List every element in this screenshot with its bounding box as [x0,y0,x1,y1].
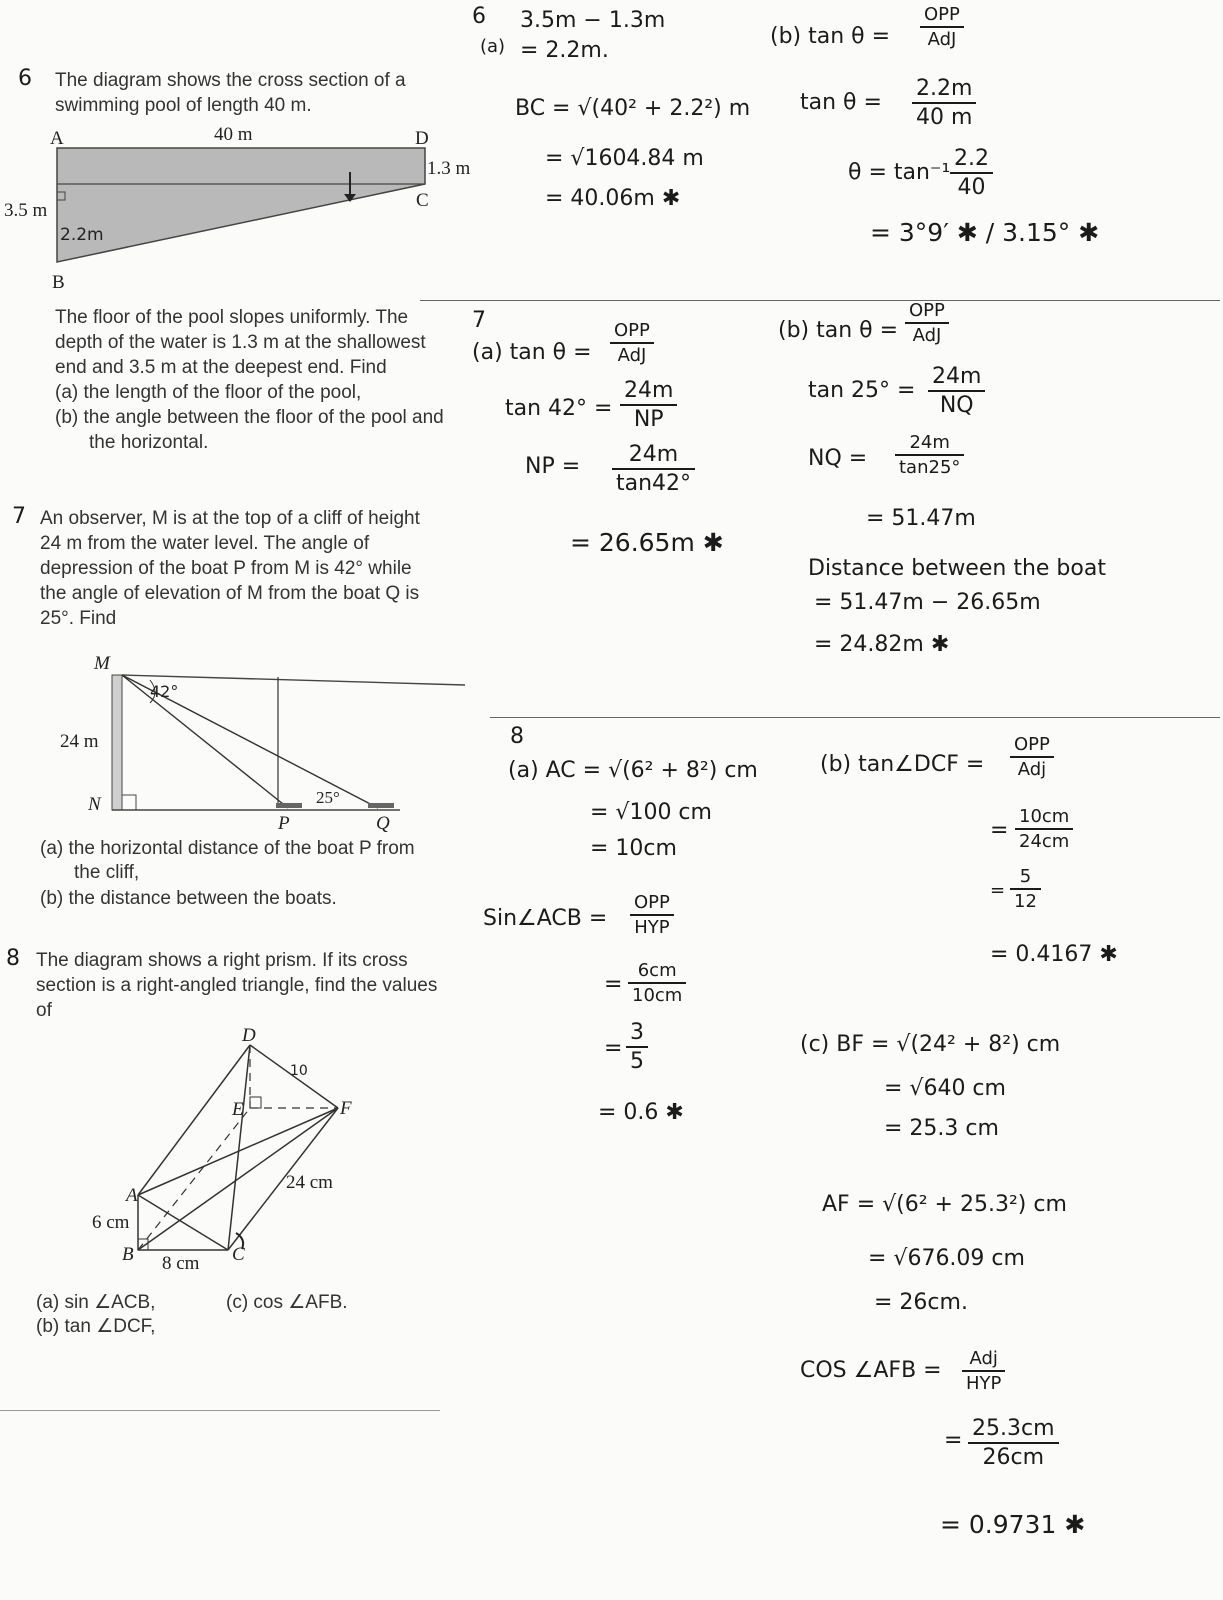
pool-diagram [0,122,480,292]
q7-sol-nq-label: NQ = [808,446,868,471]
q7-sol-distance-line3: = 24.82m ✱ [814,632,950,657]
q8-sol-b-fraction3: 5 12 [1010,866,1041,912]
q6-para3: end and 3.5 m at the deepest end. Find [55,357,387,378]
cliff-angle-42: 42° [150,682,179,701]
q8-sol-b-eq3: = [990,880,1006,901]
cliff-label-Q: Q [376,813,390,834]
q7-sol-b-label: (b) tan θ = [778,318,899,343]
q8-sol-sin-result: = 0.6 ✱ [598,1100,684,1125]
q7-sol-number: 7 [472,308,486,333]
q7-sol-tan25-fraction: 24m NQ [928,364,985,418]
q7-line5: 25°. Find [40,608,117,629]
q8-sol-a-line2: = √100 cm [590,800,712,825]
q8-sol-sin-label: Sin∠ACB = [483,906,608,931]
prism-label-D: D [242,1025,256,1046]
q8-sol-cos-fraction2: 25.3cm 26cm [968,1416,1059,1470]
q8-number: 8 [6,946,20,971]
q8-sol-b-result: = 0.4167 ✱ [990,942,1118,967]
prism-dim-6cm: 6 cm [92,1212,130,1233]
cliff-angle-25: 25° [316,788,340,807]
prism-dim-24cm: 24 cm [286,1172,333,1193]
q8-line3: of [36,1000,52,1021]
q6-sol-a-label: (a) [480,36,506,57]
q8-sol-sin-fraction3: 3 5 [626,1020,648,1074]
q7-sol-a-fraction: OPP AdJ [610,320,654,366]
q8-line2: section is a right-angled triangle, find the values [36,975,438,996]
q8-sol-cos-eq2: = [944,1428,963,1453]
pool-deep-label: 3.5 m [4,200,48,221]
pool-shallow-label: 1.3 m [427,158,471,179]
q8-part-a: (a) sin ∠ACB, [36,1292,156,1313]
q6-sol-b-fraction: OPP AdJ [920,4,964,50]
divider-q6-q7-right [420,300,1220,301]
pool-label-D: D [415,128,429,149]
q7-line1: An observer, M is at the top of a cliff of height [40,508,420,529]
q7-part-a-line1: (a) the horizontal distance of the boat P from [40,838,415,859]
q6-sol-number: 6 [472,4,486,29]
q8-sol-af-line2: = √676.09 cm [868,1246,1025,1271]
q6-sol-tan-fraction: 2.2m 40 m [912,76,976,130]
prism-label-E: E [232,1099,244,1120]
q8-part-c: (c) cos ∠AFB. [226,1292,348,1313]
q6-sol-tan-label: tan θ = [800,90,882,115]
cliff-label-N: N [88,794,101,815]
q8-part-b: (b) tan ∠DCF, [36,1316,156,1337]
q6-sol-bc-line1: BC = √(40² + 2.2²) m [515,96,751,121]
q8-sol-sin-fraction1: OPP HYP [630,892,674,938]
q8-sol-c-line2: = √640 cm [884,1076,1006,1101]
q8-sol-sin-fraction2: 6cm 10cm [628,960,686,1006]
q7-part-a-line2: the cliff, [74,862,140,883]
q7-sol-a-label: (a) tan θ = [472,340,592,365]
q6-part-b-line1: (b) the angle between the floor of the pool and [55,407,444,428]
q6-sol-theta-label: θ = tan⁻¹ [848,160,951,185]
q7-sol-distance-line2: = 51.47m − 26.65m [814,590,1041,615]
q6-sol-bc-line3: = 40.06m ✱ [545,186,681,211]
q6-part-b-line2: the horizontal. [89,432,209,453]
q8-sol-b-fraction2: 10cm 24cm [1015,806,1073,852]
q7-sol-distance-line1: Distance between the boat [808,556,1106,581]
q8-sol-af-line3: = 26cm. [874,1290,968,1315]
q6-sol-result: = 3°9′ ✱ / 3.15° ✱ [870,218,1100,247]
q8-sol-b-eq2: = [990,818,1009,843]
q8-sol-af-line1: AF = √(6² + 25.3²) cm [822,1192,1067,1217]
q7-line2: 24 m from the water level. The angle of [40,533,370,554]
q6-sol-b-label: (b) tan θ = [770,24,891,49]
q6-number: 6 [18,66,32,91]
q7-sol-nq-result: = 51.47m [866,506,976,531]
pool-label-C: C [416,190,429,211]
q6-sol-bc-line2: = √1604.84 m [545,146,704,171]
q7-sol-b-fraction: OPP AdJ [905,300,949,346]
prism-label-A: A [126,1185,138,1206]
q8-sol-cos-fraction1: Adj HYP [962,1348,1005,1394]
q7-sol-np-fraction: 24m tan42° [612,442,695,496]
q8-sol-cos-label: COS ∠AFB = [800,1358,942,1383]
prism-label-F: F [340,1098,352,1119]
q8-sol-sin-eq3: = [604,1036,623,1061]
q8-sol-c-line1: (c) BF = √(24² + 8²) cm [800,1032,1061,1057]
q6-part-a: (a) the length of the floor of the pool, [55,382,362,403]
q8-sol-a-line1: (a) AC = √(6² + 8²) cm [508,758,758,783]
cliff-height-label: 24 m [60,731,99,752]
q6-para1: The floor of the pool slopes uniformly. The [55,307,409,328]
q6-sol-a-line1: 3.5m − 1.3m [520,8,666,33]
q6-line2: swimming pool of length 40 m. [55,95,312,116]
q8-sol-b-fraction1: OPP Adj [1010,734,1054,780]
cliff-label-M: M [94,653,110,674]
pool-length-label: 40 m [214,124,253,145]
cliff-diagram [0,645,470,835]
q8-sol-sin-eq2: = [604,972,623,997]
q8-sol-a-line3: = 10cm [590,836,677,861]
q7-sol-tan42-fraction: 24m NP [620,378,677,432]
q7-sol-nq-fraction: 24m tan25° [895,432,964,478]
q8-sol-c-line3: = 25.3 cm [884,1116,999,1141]
divider-bottom-left [0,1410,440,1411]
q6-sol-theta-fraction: 2.2 40 [950,146,993,200]
pool-label-B: B [52,272,65,292]
q8-sol-number: 8 [510,724,524,749]
prism-label-B: B [122,1244,134,1265]
q7-line4: the angle of elevation of M from the boat Q is [40,583,420,604]
q7-line3: depression of the boat P from M is 42° while [40,558,412,579]
q7-sol-np-label: NP = [525,454,581,479]
q7-sol-tan25-label: tan 25° = [808,378,916,403]
q6-para2: depth of the water is 1.3 m at the shallowest [55,332,426,353]
q8-line1: The diagram shows a right prism. If its cross [36,950,408,971]
cliff-label-P: P [278,813,290,834]
q7-part-b: (b) the distance between the boats. [40,888,337,909]
prism-dim-8cm: 8 cm [162,1253,200,1274]
q7-sol-tan42-label: tan 42° = [505,396,613,421]
pool-label-A: A [50,128,64,149]
q7-sol-np-result: = 26.65m ✱ [570,528,724,557]
pool-handwritten-note: 2.2m [60,225,104,245]
q6-line1: The diagram shows the cross section of a [55,70,406,91]
q8-sol-cos-result: = 0.9731 ✱ [940,1510,1086,1539]
prism-handwritten-10: 10 [290,1063,308,1079]
q7-number: 7 [12,504,26,529]
divider-q7-q8-right [490,717,1220,718]
q6-sol-a-line2: = 2.2m. [520,38,609,63]
prism-diagram [80,1025,380,1275]
q8-sol-b-label: (b) tan∠DCF = [820,752,985,777]
prism-label-C: C [232,1244,245,1265]
